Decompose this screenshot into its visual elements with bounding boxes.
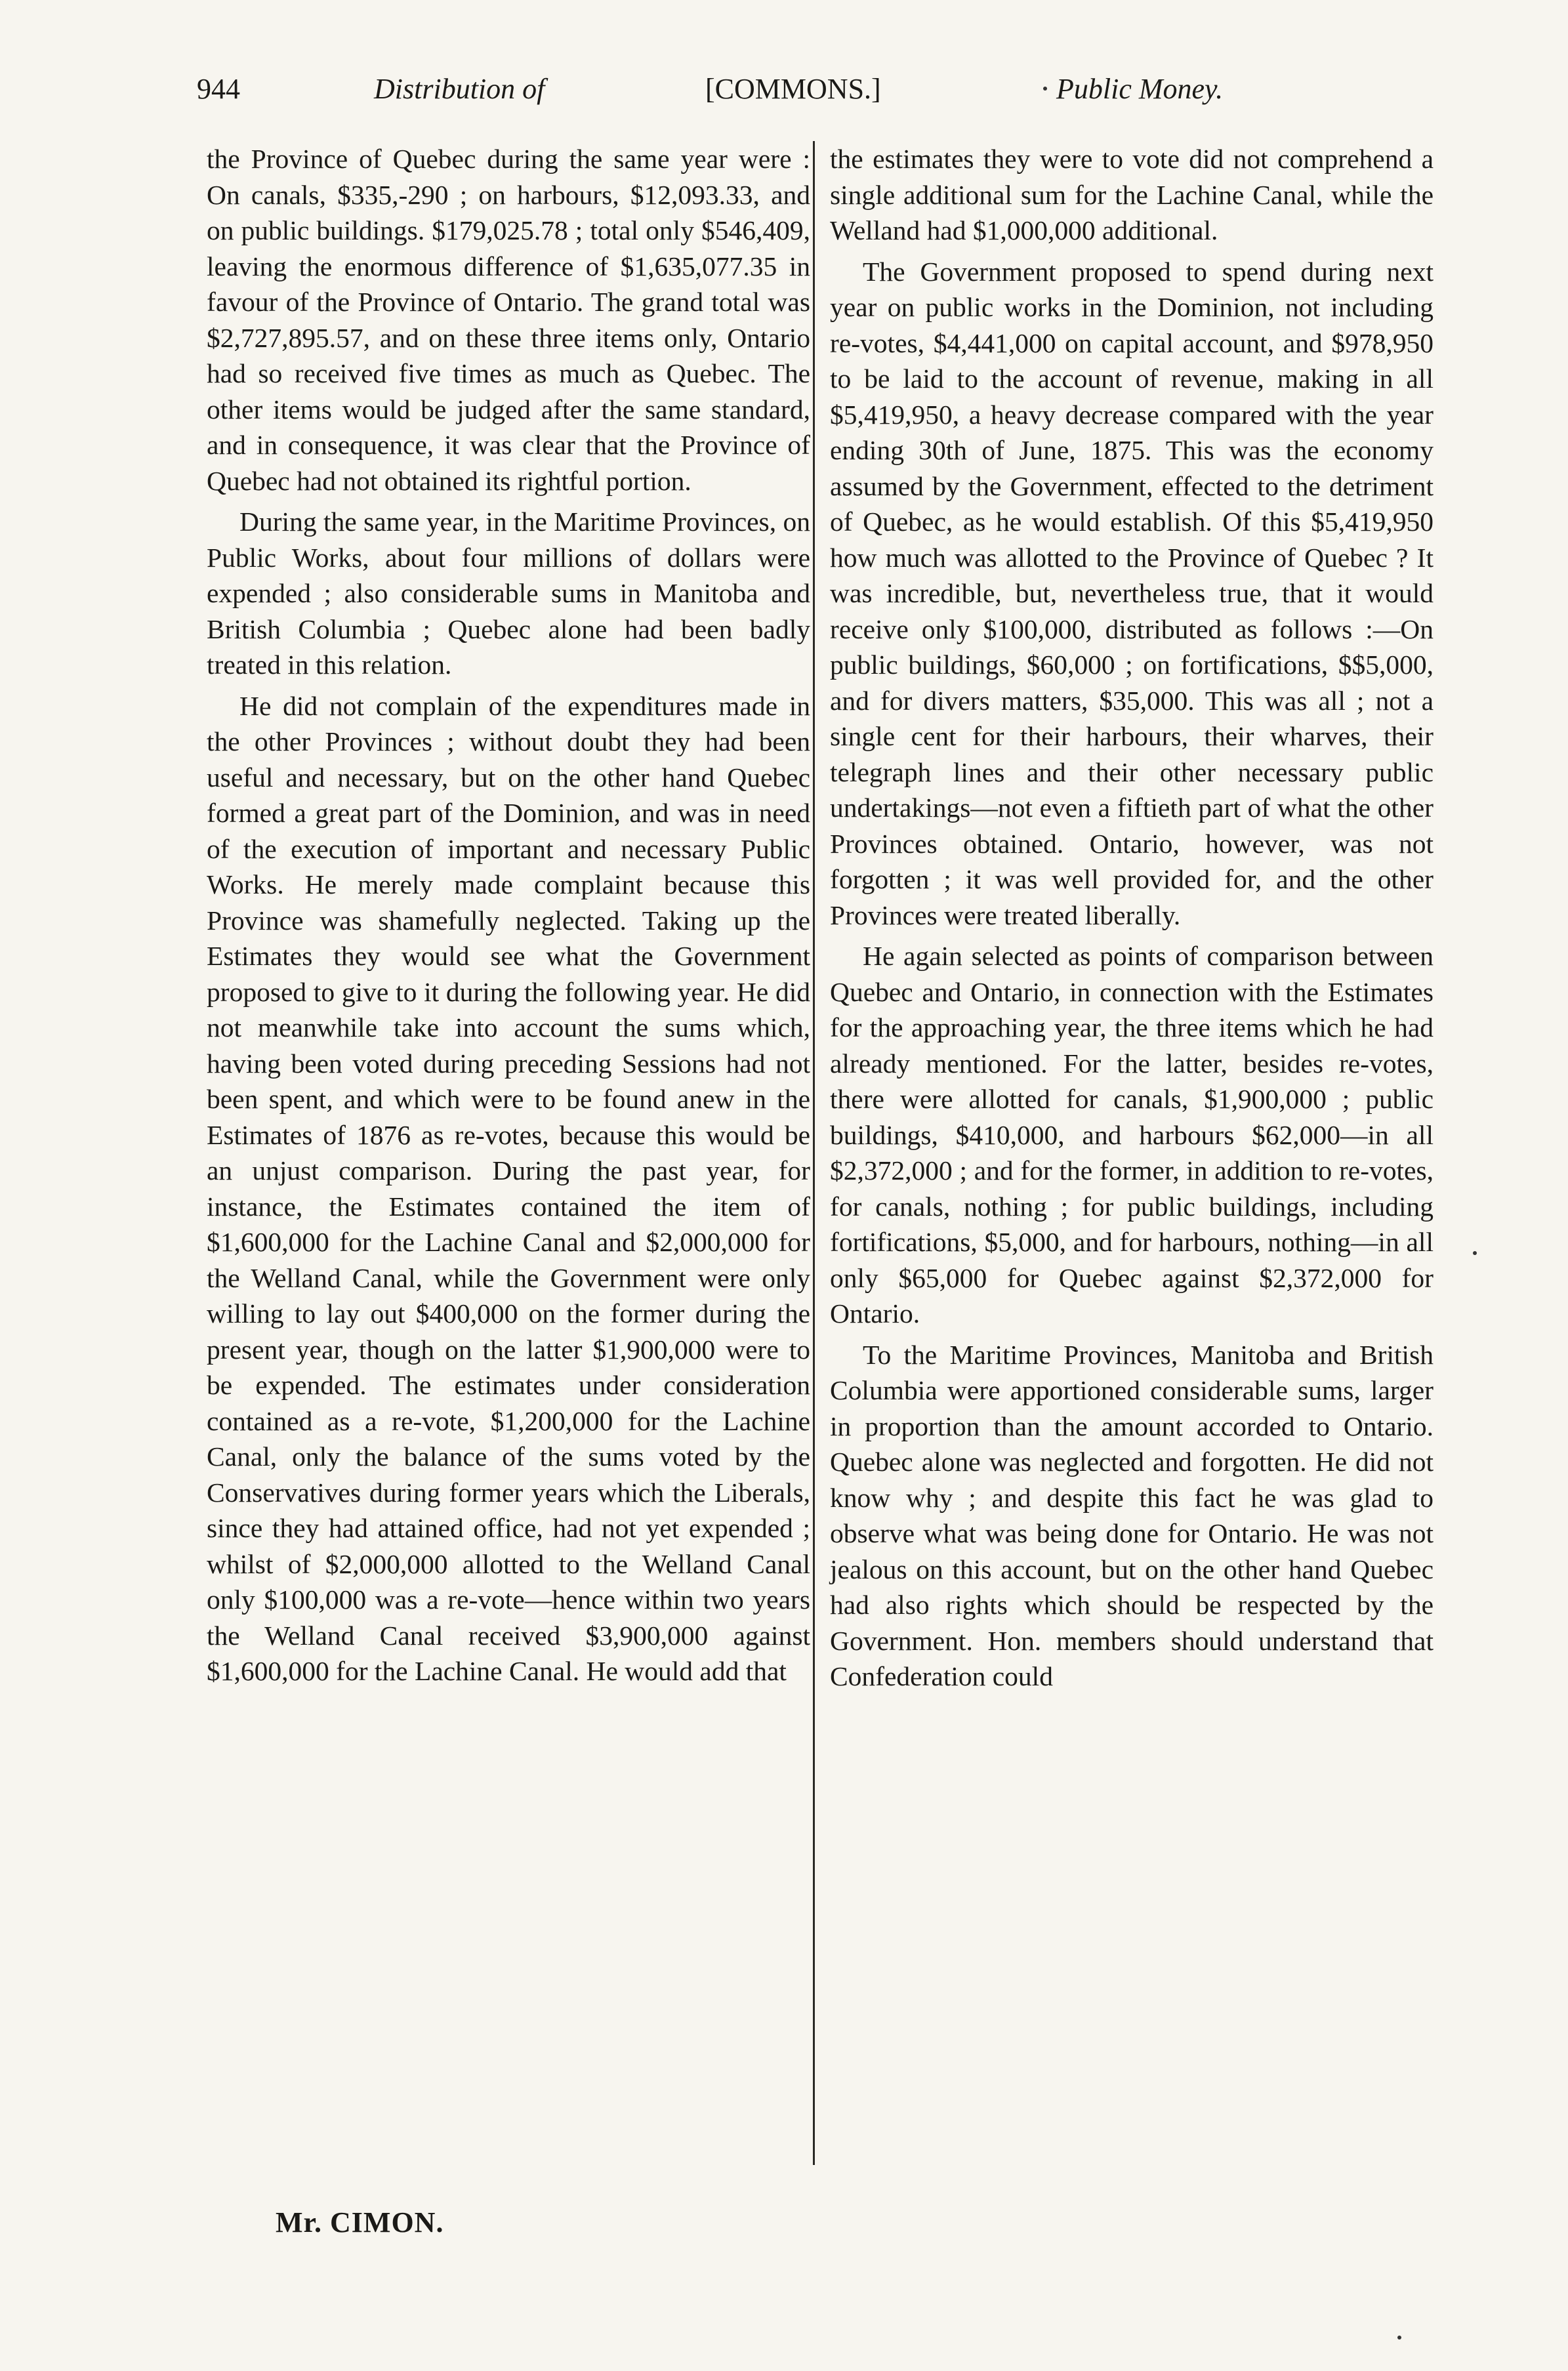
paragraph: He again selected as points of comparison between Quebec and Ontario, in connection with the Estimates for the approaching year, the three items which he had already mentioned. For the latter, besides re-votes, there were allotted for canals, $1,900,000 ; public buildings, $410,000, and harbours $62,000—in all $2,372,000 ; and for the former, in addition to re-votes, for canals, nothing ; for public buildings, including fortifications, $5,000, and for harbours, nothing—in all only $65,000 for Quebec against $2,372,000 for Ontario. — [830, 941, 1434, 1329]
header-center-title: [COMMONS.] — [705, 73, 881, 105]
page-number: 944 — [197, 73, 240, 105]
column-divider — [813, 141, 815, 2165]
running-header — [197, 72, 1378, 125]
paragraph: He did not complain of the expenditures made in the other Provinces ; without doubt they had been useful and necessary, but on the other hand Quebec formed a great part of the Dominion, and was in need of the execution of important and necessary Public Works. He merely made complaint because this Province was shamefully neglected. Taking up the Estimates they would see what the Government proposed to give to it during the following year. He did not meanwhile take into account the sums which, having been voted during preceding Sessions had not been spent, and which were to be found anew in the Estimates of 1876 as re-votes, because this would be an unjust comparison. During the past year, for instance, the Estimates contained the item of $1,600,000 for the Lachine Canal and $2,000,000 for the Welland Canal, while the Government were only willing to lay out $400,000 on the former during the present year, though on the latter $1,900,000 were to be expended. The estimates under consideration contained as a re-vote, $1,200,000 for the Lachine Canal, only the balance of the sums voted by the Conservatives during former years which the Liberals, since they had attained office, had not yet expended ; whilst of $2,000,000 allotted to the Welland Canal only $100,000 was a re-vote—hence within two years the Welland Canal received $3,900,000 against $1,600,000 for the Lachine Canal. He would add that — [207, 690, 810, 1686]
header-right-title: Public Money. — [1056, 73, 1224, 105]
speaker-catchword: Mr. CIMON. — [276, 2206, 444, 2238]
print-speck — [1473, 1251, 1477, 1255]
paragraph: the Province of Quebec during the same year were : On canals, $335,-290 ; on harbours, $12,093.33, and on public buildings. $179,025.78 ; total only $546,409, leaving the enormous difference of $1,635,077.35 in favour of the Province of Ontario. The grand total was $2,727,895.57, and on these three items only, Ontario had so received five times as much as Quebec. The other items would be judged after the same standard, and in consequence, it was clear that the Province of Quebec had not obtained its rightful portion. — [207, 144, 810, 496]
header-left-title: Distribution of — [374, 73, 545, 105]
print-speck — [1043, 87, 1047, 91]
paragraph: The Government proposed to spend during next year on public works in the Dominion, not including re-votes, $4,441,000 on capital account, and $978,950 to be laid to the account of revenue, making in all $5,419,950, a heavy decrease compared with the year ending 30th of June, 1875. This was the economy assumed by the Government, effected to the detriment of Quebec, as he would establish. Of this $5,419,950 how much was allotted to the Province of Quebec ? It was incredible, but, nevertheless true, that it would receive only $100,000, distributed as follows :—On public buildings, $60,000 ; on fortifications, $$5,000, and for divers matters, $35,000. This was all ; not a single cent for their harbours, their wharves, their telegraph lines and their other necessary public undertakings—not even a fiftieth part of what the other Provinces obtained. Ontario, however, was not forgotten ; it was well provided for, and the other Provinces were treated liberally. — [830, 256, 1434, 930]
left-column — [207, 141, 810, 1695]
paragraph: the estimates they were to vote did not comprehend a single additional sum for the Lachine Canal, while the Welland had $1,000,000 additional. — [830, 144, 1434, 245]
paragraph: During the same year, in the Maritime Provinces, on Public Works, about four millions of dollars were expended ; also considerable sums in Manitoba and British Columbia ; Quebec alone had been badly treated in this relation. — [207, 506, 810, 680]
paragraph: To the Maritime Provinces, Manitoba and British Columbia were apportioned considerable sums, larger in proportion than the amount accorded to Ontario. Quebec alone was neglected and forgotten. He did not know why ; and despite this fact he was glad to observe what was being done for Ontario. He was not jealous on this account, but on the other hand Quebec had also rights which should be respected by the Government. Hon. members should understand that Confederation could — [830, 1339, 1434, 1691]
print-speck — [1397, 2336, 1401, 2340]
right-column — [830, 141, 1434, 1700]
